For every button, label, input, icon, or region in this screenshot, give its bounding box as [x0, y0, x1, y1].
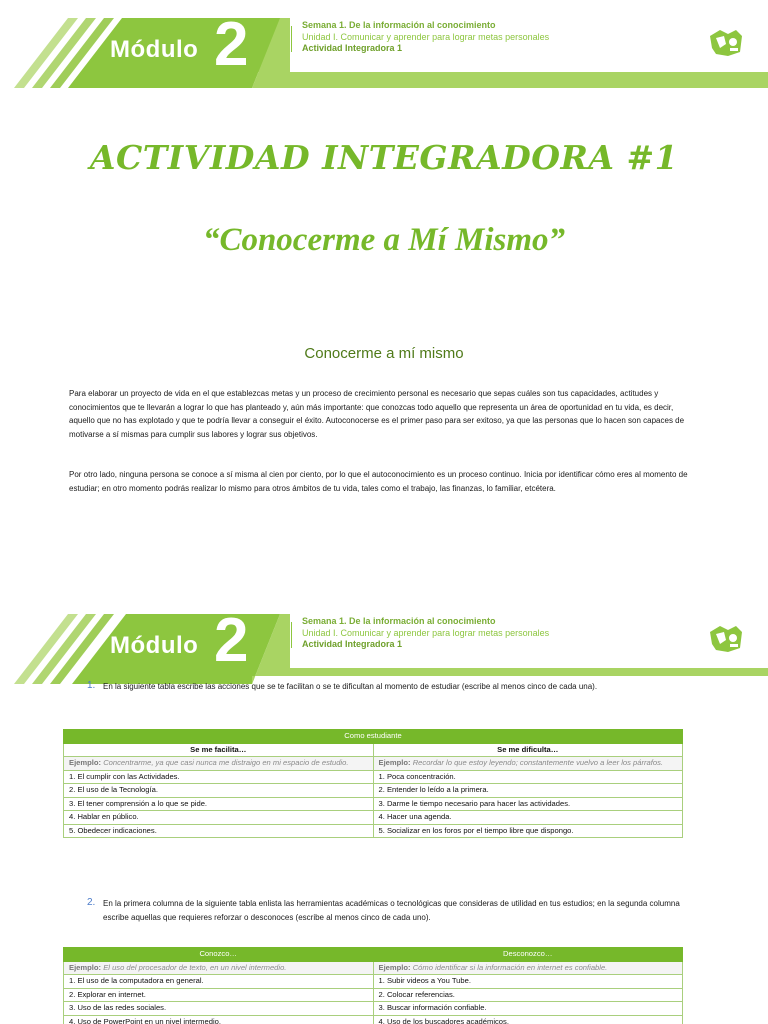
example-cell	[373, 961, 683, 975]
table-example-row	[64, 961, 683, 975]
table-header-row	[64, 948, 683, 962]
table-cell[interactable]: 1. El uso de la computadora en general.	[64, 975, 374, 989]
column-header-known: Conozco…	[64, 948, 374, 962]
table-row	[64, 797, 683, 811]
example-label: Ejemplo:	[69, 962, 102, 972]
table-row	[64, 988, 683, 1002]
table-header-row	[64, 743, 683, 757]
banner-text	[302, 20, 549, 55]
example-text: El uso del procesador de texto, en un nivel intermedio.	[103, 962, 287, 972]
question-number: 2.	[87, 897, 96, 908]
banner-divider	[291, 622, 292, 648]
table-row	[64, 824, 683, 838]
tools-table	[63, 947, 683, 1024]
table-cell[interactable]: 2. Explorar en internet.	[64, 988, 374, 1002]
module-number: 2	[214, 606, 249, 675]
table-cell[interactable]: 3. El tener comprensión a lo que se pide.	[64, 797, 374, 811]
table-cell[interactable]: 4. Uso de los buscadores académicos.	[373, 1015, 683, 1024]
unit-title: Unidad I. Comunicar y aprender para lograr metas personales	[302, 627, 550, 638]
table-cell[interactable]: 1. Poca concentración.	[373, 770, 683, 784]
activity-main-title: ACTIVIDAD INTEGRADORA #1	[89, 138, 679, 177]
study-actions-table	[63, 729, 683, 838]
table-row	[64, 1015, 683, 1024]
banner-divider	[291, 26, 292, 52]
example-text: Concentrarme, ya que casi nunca me distraigo en mi espacio de estudio.	[103, 758, 349, 767]
activity-title: Actividad Integradora 1	[302, 639, 403, 649]
example-label: Ejemplo:	[378, 758, 411, 767]
table-cell[interactable]: 5. Socializar en los foros por el tiempo libre que dispongo.	[373, 824, 683, 838]
example-label: Ejemplo:	[378, 962, 411, 972]
table-cell[interactable]: 3. Buscar información confiable.	[373, 1002, 683, 1016]
prepa-logo-icon	[706, 22, 746, 62]
example-cell	[373, 757, 683, 771]
table-caption: Como estudiante	[64, 730, 683, 744]
table-cell[interactable]: 4. Uso de PowerPoint en un nivel intermedio.	[64, 1015, 374, 1024]
example-cell	[64, 961, 374, 975]
table-cell[interactable]: 4. Hablar en público.	[64, 811, 374, 825]
table-cell[interactable]: 3. Darme le tiempo necesario para hacer las actividades.	[373, 797, 683, 811]
question-number: 1.	[87, 680, 96, 691]
column-header-unknown: Desconozco…	[373, 948, 683, 962]
activity-subtitle: “Conocerme a Mí Mismo”	[202, 222, 566, 258]
table-cell[interactable]: 2. Entender lo leído a la primera.	[373, 784, 683, 798]
module-banner	[0, 0, 768, 88]
question-text: En la primera columna de la siguiente tabla enlista las herramientas académicas o tecnológicas que consideras de utilidad en tus estudios; en la segunda columna escribe aquellas que requieres reforzar o desconoces (escribe al menos cinco de cada uno).	[103, 899, 680, 922]
question-2	[87, 897, 687, 924]
question-1	[87, 680, 687, 694]
table-caption-row	[64, 730, 683, 744]
example-text: Cómo identificar si la información en internet es confiable.	[412, 962, 608, 972]
table-row	[64, 770, 683, 784]
table-cell[interactable]: 1. Subir videos a You Tube.	[373, 975, 683, 989]
table-example-row	[64, 757, 683, 771]
table-cell[interactable]: 1. El cumplir con las Actividades.	[64, 770, 374, 784]
table-row	[64, 975, 683, 989]
week-title: Semana 1. De la información al conocimiento	[302, 20, 496, 30]
table-row	[64, 1002, 683, 1016]
intro-paragraph-2: Por otro lado, ninguna persona se conoce a sí misma al cien por ciento, por lo que el autoconocimiento es un proceso continuo. Inicia por identificar cómo eres al momento de estudiar; en otro momento podrás realizar lo mismo para otros ámbitos de tu vida, tales como el trabajo, las finanzas, lo familiar, etcétera.	[69, 470, 688, 493]
question-text: En la siguiente tabla escribe las acciones que se te facilitan o se te dificultan al momento de estudiar (escribe al menos cinco de cada una).	[103, 682, 598, 691]
activity-title: Actividad Integradora 1	[302, 43, 403, 53]
table-cell[interactable]: 3. Uso de las redes sociales.	[64, 1002, 374, 1016]
section-heading: Conocerme a mí mismo	[304, 345, 464, 362]
prepa-logo-icon	[706, 618, 746, 658]
table-cell[interactable]: 2. Colocar referencias.	[373, 988, 683, 1002]
unit-title: Unidad I. Comunicar y aprender para lograr metas personales	[302, 31, 550, 42]
banner-text	[302, 616, 549, 651]
intro-paragraph-1: Para elaborar un proyecto de vida en el que establezcas metas y un proceso de crecimiento personal es necesario que sepas cuáles son tus capacidades, actitudes y conocimientos que te llevarán a lograr lo que has planteado y, aún más importante: que conozcas todo aquello que representa un área de oportunidad en tu vida, es decir, aquello que no has explotado y que te podría llevar a conseguir el éxito. Autoconocerse es el primer paso para ser exitoso, ya que las personas que lo hacen son capaces de motivarse a sí mismas para cumplir sus labores y lograr sus objetivos.	[69, 389, 685, 439]
module-label: Módulo	[110, 632, 199, 659]
module-number: 2	[214, 10, 249, 79]
column-header-easy: Se me facilita…	[64, 743, 374, 757]
module-label: Módulo	[110, 36, 199, 63]
column-header-hard: Se me dificulta…	[373, 743, 683, 757]
table-cell[interactable]: 2. El uso de la Tecnología.	[64, 784, 374, 798]
example-text: Recordar lo que estoy leyendo; constantemente vuelvo a leer los párrafos.	[412, 758, 664, 767]
week-title: Semana 1. De la información al conocimiento	[302, 616, 496, 626]
table-cell[interactable]: 5. Obedecer indicaciones.	[64, 824, 374, 838]
example-label: Ejemplo:	[69, 758, 102, 767]
table-row	[64, 811, 683, 825]
module-banner-repeat	[0, 596, 768, 684]
table-row	[64, 784, 683, 798]
table-cell[interactable]: 4. Hacer una agenda.	[373, 811, 683, 825]
example-cell	[64, 757, 374, 771]
